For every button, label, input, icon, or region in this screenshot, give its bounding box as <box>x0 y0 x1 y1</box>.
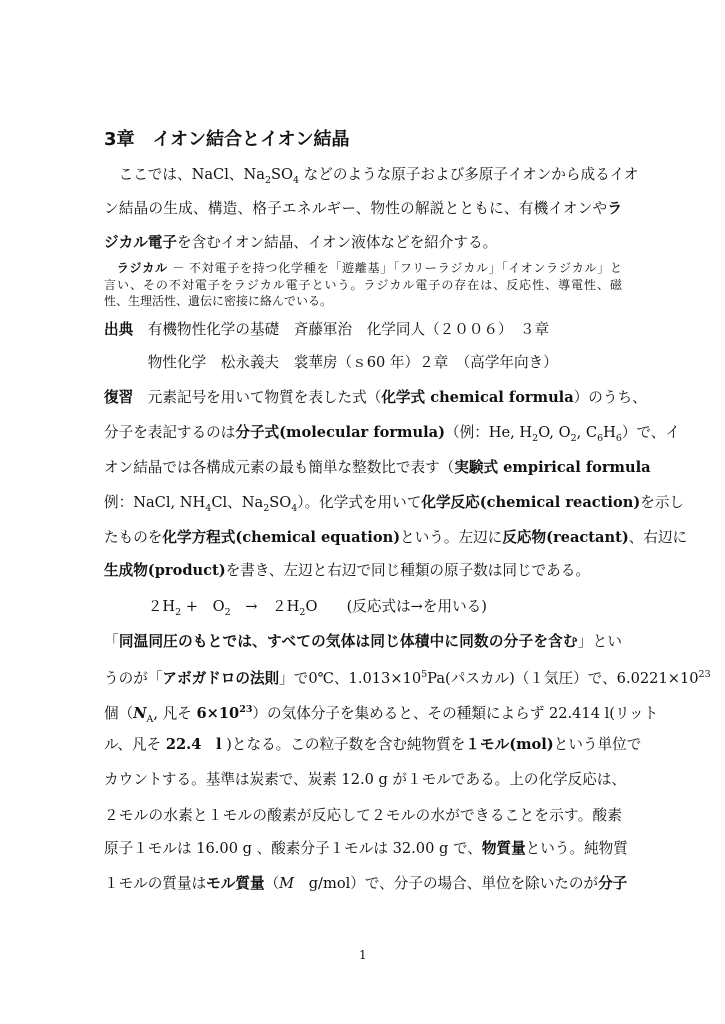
script-text: 2 <box>263 502 270 514</box>
text-segment: 物性化学 松永義夫 裳華房（ｓ60 年）２章 （高学年向き） <box>104 354 558 371</box>
bold-term: 出典 <box>104 321 134 338</box>
bold-term: ラジカル <box>104 261 168 275</box>
text-segment: を含むイオン結晶、イオン液体などを紹介する。 <box>176 234 498 251</box>
text-line <box>104 665 711 689</box>
bold-term: 復習 <box>104 389 134 406</box>
text-segment: ここでは、NaCl、Na <box>104 166 265 183</box>
text-segment: + O <box>181 598 225 615</box>
script-text: 23 <box>698 669 711 680</box>
text-segment: 個（ <box>104 704 134 722</box>
bold-term: ジカル電子 <box>104 234 177 251</box>
text-segment: ）で、イ <box>621 424 680 441</box>
text-segment: 例：NaCl, NH <box>104 494 206 511</box>
script-text: 5 <box>421 669 428 680</box>
text-segment: （ <box>264 875 280 892</box>
script-text: 4 <box>205 502 212 514</box>
text-segment: （例：He, H <box>445 424 533 441</box>
bold-term: 反応物 <box>502 529 547 546</box>
bold-term: ラ <box>607 200 622 217</box>
bold-term: N <box>133 704 147 722</box>
text-line <box>104 874 628 894</box>
text-line <box>104 528 688 548</box>
text-segment: , 凡そ <box>153 704 197 722</box>
text-line <box>104 735 642 755</box>
page-number: 1 <box>359 948 367 962</box>
text-line <box>104 458 651 478</box>
bold-term: 同温同圧のもとでは、すべての気体は同じ体積中に同数の分子を含む <box>118 633 578 650</box>
text-segment: → ２H <box>230 598 300 615</box>
bold-term: (product) <box>147 562 226 579</box>
bold-term: (molecular formula) <box>279 424 445 441</box>
script-text: 2 <box>175 606 182 618</box>
text-line <box>104 199 622 219</box>
text-segment: 」とい <box>577 633 622 650</box>
text-segment: たものを <box>104 529 163 546</box>
text-line <box>104 806 622 826</box>
text-segment: という。純物質 <box>525 840 628 857</box>
text-line <box>104 561 622 581</box>
text-segment: 性、生理活性、遺伝に密接に絡んでいる。 <box>104 294 333 308</box>
text-segment: H <box>603 424 616 441</box>
text-segment: ）の気体分子を集めると、その種類によらず 22.414 l(リット <box>252 704 659 722</box>
text-line <box>104 770 627 790</box>
text-segment: , C <box>576 424 598 441</box>
text-segment: 有機物性化学の基礎 斉藤軍治 化学同人（２００６） ３章 <box>133 321 550 338</box>
bold-term: １モル <box>465 736 510 753</box>
text-line <box>104 597 622 623</box>
script-text: 2 <box>299 606 306 618</box>
note-line <box>104 260 622 276</box>
script-text: 2 <box>532 432 539 444</box>
text-line <box>104 423 680 449</box>
text-segment: ）。化学式を用いて <box>297 494 422 511</box>
bold-term: chemical formula <box>425 389 574 406</box>
bold-term: 分子式 <box>235 424 280 441</box>
script-text: 2 <box>570 432 577 444</box>
bold-term: 実験式 <box>454 459 499 476</box>
text-line <box>104 233 622 253</box>
text-segment: オン結晶では各構成元素の最も簡単な整数比で表す（ <box>104 459 455 476</box>
text-segment: Cl、Na <box>211 494 264 511</box>
script-text: 4 <box>292 174 299 186</box>
text-segment: などのような原子および多原子イオンから成るイオ <box>299 166 639 183</box>
text-segment: ル、凡そ <box>104 736 166 753</box>
text-segment: １モルの質量は <box>104 875 207 892</box>
text-segment: を書き、左辺と右辺で同じ種類の原子数は同じである。 <box>225 562 590 579</box>
text-segment: － 不対電子を持つ化学種を「遊離基」「フリーラジカル」「イオンラジカル」と <box>167 261 622 275</box>
bold-term: アボガドロの法則 <box>162 669 280 687</box>
script-text: 4 <box>291 502 298 514</box>
script-text: 6 <box>597 432 604 444</box>
text-segment: ２H <box>104 598 176 615</box>
text-line <box>104 493 685 519</box>
script-text: 6 <box>615 432 622 444</box>
text-segment: M <box>279 875 295 892</box>
bold-term: 化学方程式 <box>162 529 236 546</box>
text-segment: 」で0℃、1.013×10 <box>279 669 422 687</box>
text-segment: という単位で <box>553 736 642 753</box>
bold-term: 化学反応 <box>421 494 480 511</box>
text-line <box>104 353 622 373</box>
text-segment: 「 <box>104 633 119 650</box>
bold-term: 分子 <box>598 875 628 892</box>
bold-term: empirical formula <box>498 459 651 476</box>
text-segment: という。左辺に <box>400 529 503 546</box>
chapter-title: 3章 イオン結合とイオン結晶 <box>104 129 350 150</box>
note-line <box>104 277 622 293</box>
bold-term: 23 <box>239 704 253 715</box>
bold-term: モル質量 <box>206 875 265 892</box>
bold-term: (chemical reaction) <box>479 494 641 511</box>
bold-term: 生成物 <box>104 562 148 579</box>
bold-term: 22.4 l <box>165 736 222 753</box>
text-segment: 言い、その不対電子をラジカル電子という。ラジカル電子の存在は、反応性、導電性、磁 <box>104 278 622 292</box>
text-segment: 分子を表記するのは <box>104 424 236 441</box>
bold-term: 化学式 <box>381 389 426 406</box>
bold-term: (mol) <box>509 736 554 753</box>
script-text: 2 <box>264 174 271 186</box>
text-segment: カウントする。基準は炭素で、炭素 12.0 g が１モルである。上の化学反応は、 <box>104 771 627 788</box>
text-segment: )となる。この粒子数を含む純物質を <box>221 736 466 753</box>
bold-term: (reactant) <box>546 529 629 546</box>
text-segment: 元素記号を用いて物質を表した式（ <box>133 389 382 406</box>
text-line <box>104 320 622 340</box>
text-segment: O, O <box>538 424 571 441</box>
bold-term: 物質量 <box>481 840 526 857</box>
text-segment: O (反応式は→を用いる) <box>305 598 487 615</box>
text-segment: ２モルの水素と１モルの酸素が反応して２モルの水ができることを示す。酸素 <box>104 807 622 824</box>
bold-term: 6×10 <box>196 704 240 722</box>
bold-term: (chemical equation) <box>235 529 401 546</box>
text-segment: g/mol）で、分子の場合、単位を除いたのが <box>294 875 599 892</box>
script-text: A <box>146 713 154 725</box>
text-line <box>104 632 622 652</box>
text-line <box>104 165 639 191</box>
text-line <box>104 388 647 408</box>
text-segment: 、右辺に <box>628 529 688 546</box>
script-text: 2 <box>224 606 231 618</box>
text-segment: SO <box>269 494 292 511</box>
text-segment: を示し <box>640 494 685 511</box>
text-segment: 原子１モルは 16.00 g 、酸素分子１モルは 32.00 g で、 <box>104 840 482 857</box>
text-segment: ）のうち、 <box>573 389 647 406</box>
text-segment: SO <box>270 166 293 183</box>
text-segment: うのが「 <box>104 669 163 687</box>
text-segment: ン結晶の生成、構造、格子エネルギー、物性の解説とともに、有機イオンや <box>104 200 608 217</box>
text-line <box>104 839 628 859</box>
text-line <box>104 700 659 730</box>
text-segment: Pa(パスカル)（１気圧）で、6.0221×10 <box>427 669 699 687</box>
note-line <box>104 293 622 309</box>
